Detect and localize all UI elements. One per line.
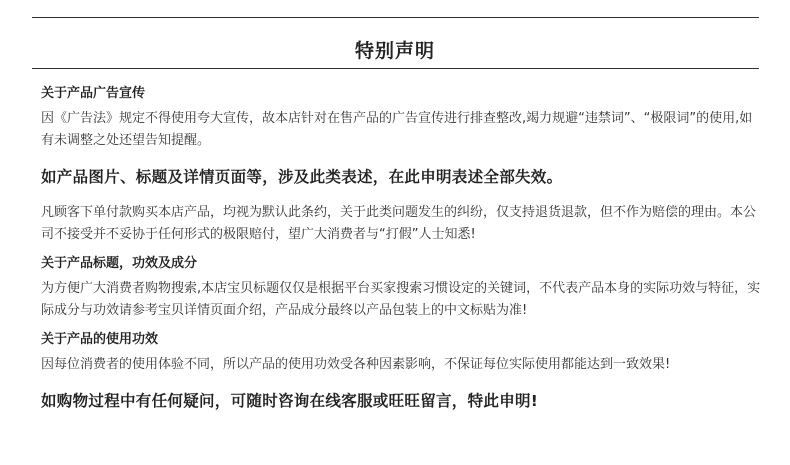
title-efficacy-body: 为方便广大消费者购物搜索,本店宝贝标题仅仅是根据平台买家搜索习惯设定的关键词，不代表产品本身的实际功效与特征，实际成分与功效请参考宝贝详情页面介绍，产品成分最终以产品包装上的中文标贴为准!: [41, 281, 761, 318]
usage-body: 因每位消费者的使用体验不同，所以产品的使用功效受各种因素影响，不保证每位实际使用都能达到一致效果!: [41, 357, 671, 372]
purchase-terms-paragraph: 凡顾客下单付款购买本店产品，均视为默认此条约，关于此类问题发生的纠纷，仅支持退货退款，但不作为赔偿的理由。本公司不接受并不妥协于任何形式的极限赔付，望广大消费者与“打假”人士知悉!: [41, 205, 757, 242]
invalidation-notice: 如产品图片、标题及详情页面等，涉及此类表述，在此申明表述全部失效。: [41, 168, 563, 186]
ad-section-heading: 关于产品广告宣传: [41, 86, 146, 101]
ad-section-body: 因《广告法》规定不得使用夸大宣传，故本店针对在售产品的广告宣传进行排查整改,竭力规避“违禁词”、“极限词”的使用,如有未调整之处还望告知提醒。: [41, 111, 753, 148]
contact-notice: 如购物过程中有任何疑问，可随时咨询在线客服或旺旺留言，特此申明!: [41, 392, 539, 410]
statement-content: [41, 84, 761, 412]
title-efficacy-heading: 关于产品标题，功效及成分: [41, 256, 198, 271]
page-title: 特别声明: [354, 40, 435, 62]
title-bottom-rule: [32, 68, 759, 69]
title-top-rule: [32, 17, 759, 18]
usage-heading: 关于产品的使用功效: [41, 332, 159, 347]
